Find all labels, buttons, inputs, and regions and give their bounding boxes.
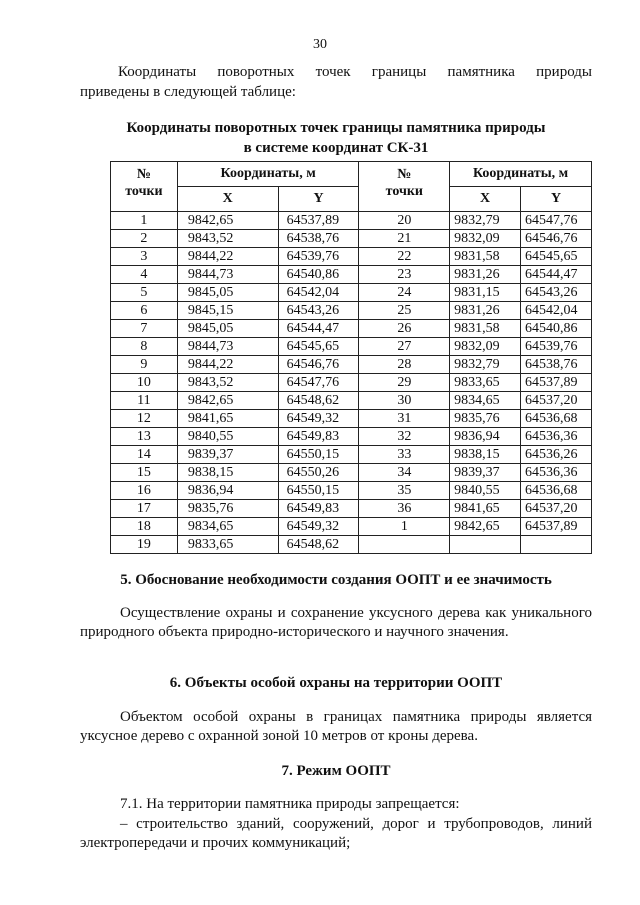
section-7-item-1: 7.1. На территории памятника природы запрещается: [120,796,460,812]
y-value-right: 64537,89 [521,518,592,536]
table-subheader-row [111,187,592,212]
header-no-symbol: № [136,167,151,182]
point-number-right: 27 [359,338,450,356]
point-number-right: 28 [359,356,450,374]
y-value-right: 64537,89 [521,374,592,392]
y-value-left: 64545,65 [278,338,359,356]
header-no-symbol-right: № [397,167,412,182]
x-value-right: 9831,26 [450,302,521,320]
point-number-left: 19 [111,536,178,554]
header-x-right: X [450,187,521,212]
point-number-left: 6 [111,302,178,320]
header-y-right: Y [521,187,592,212]
point-number-right: 32 [359,428,450,446]
y-value-right [521,536,592,554]
x-value-left: 9845,15 [177,302,278,320]
x-value-right: 9835,76 [450,410,521,428]
point-number-left: 12 [111,410,178,428]
section-7-heading: 7. Режим ООПТ [281,763,391,779]
y-value-left: 64548,62 [278,536,359,554]
x-value-left: 9844,73 [177,266,278,284]
section-5-text: Осуществление охраны и сохранение уксусного дерева как уникального природного объекта природно-исторического и научного значения. [80,605,592,640]
point-number-left: 16 [111,482,178,500]
point-number-right: 23 [359,266,450,284]
table-row [111,338,592,356]
point-number-left: 14 [111,446,178,464]
table-title [80,118,592,158]
point-number-right: 20 [359,212,450,230]
x-value-left: 9834,65 [177,518,278,536]
point-number-right: 22 [359,248,450,266]
y-value-right: 64539,76 [521,338,592,356]
x-value-left: 9845,05 [177,284,278,302]
y-value-right: 64537,20 [521,392,592,410]
x-value-left: 9835,76 [177,500,278,518]
x-value-left: 9842,65 [177,212,278,230]
point-number-left: 4 [111,266,178,284]
y-value-left: 64550,26 [278,464,359,482]
point-number-left: 15 [111,464,178,482]
x-value-right: 9833,65 [450,374,521,392]
point-number-right [359,536,450,554]
x-value-right: 9836,94 [450,428,521,446]
table-row [111,248,592,266]
y-value-right: 64536,68 [521,482,592,500]
x-value-left: 9836,94 [177,482,278,500]
x-value-right: 9832,79 [450,356,521,374]
x-value-left: 9842,65 [177,392,278,410]
y-value-right: 64536,36 [521,464,592,482]
y-value-right: 64536,68 [521,410,592,428]
intro-line-1: Координаты поворотных точек границы памятника природы [118,64,592,80]
y-value-left: 64538,76 [278,230,359,248]
y-value-right: 64545,65 [521,248,592,266]
table-row [111,482,592,500]
header-y-left: Y [278,187,359,212]
x-value-right: 9831,58 [450,248,521,266]
y-value-left: 64537,89 [278,212,359,230]
table-row [111,392,592,410]
x-value-left: 9843,52 [177,230,278,248]
point-number-left: 7 [111,320,178,338]
table-row [111,500,592,518]
y-value-right: 64544,47 [521,266,592,284]
x-value-right: 9840,55 [450,482,521,500]
section-7-item-2: – строительство зданий, сооружений, дорог и трубопроводов, линий электропередачи и прочих коммуникаций; [80,816,592,851]
x-value-right: 9841,65 [450,500,521,518]
point-number-left: 17 [111,500,178,518]
page-number: 30 [313,37,327,52]
y-value-left: 64548,62 [278,392,359,410]
point-number-right: 30 [359,392,450,410]
point-number-right: 31 [359,410,450,428]
point-number-right: 36 [359,500,450,518]
x-value-right: 9831,15 [450,284,521,302]
point-number-left: 11 [111,392,178,410]
x-value-left: 9845,05 [177,320,278,338]
header-x-left: X [177,187,278,212]
table-row [111,518,592,536]
y-value-right: 64542,04 [521,302,592,320]
y-value-left: 64546,76 [278,356,359,374]
x-value-left: 9840,55 [177,428,278,446]
table-row [111,464,592,482]
y-value-right: 64536,36 [521,428,592,446]
table-row [111,410,592,428]
y-value-right: 64536,26 [521,446,592,464]
y-value-right: 64543,26 [521,284,592,302]
x-value-right: 9834,65 [450,392,521,410]
y-value-left: 64540,86 [278,266,359,284]
x-value-left: 9833,65 [177,536,278,554]
y-value-right: 64547,76 [521,212,592,230]
x-value-right [450,536,521,554]
y-value-right: 64538,76 [521,356,592,374]
y-value-left: 64549,32 [278,518,359,536]
table-row [111,266,592,284]
y-value-left: 64549,32 [278,410,359,428]
table-row [111,356,592,374]
x-value-right: 9831,58 [450,320,521,338]
point-number-left: 3 [111,248,178,266]
y-value-left: 64543,26 [278,302,359,320]
y-value-left: 64550,15 [278,482,359,500]
x-value-left: 9844,22 [177,248,278,266]
x-value-left: 9839,37 [177,446,278,464]
x-value-right: 9831,26 [450,266,521,284]
x-value-right: 9839,37 [450,464,521,482]
table-row [111,284,592,302]
y-value-left: 64549,83 [278,428,359,446]
point-number-right: 33 [359,446,450,464]
section-6-heading: 6. Объекты особой охраны на территории ООПТ [169,675,503,691]
point-number-right: 29 [359,374,450,392]
intro-line-2: приведены в следующей таблице: [80,84,296,100]
y-value-right: 64540,86 [521,320,592,338]
table-row [111,230,592,248]
point-number-left: 8 [111,338,178,356]
table-row [111,428,592,446]
header-point-number [111,162,178,212]
table-header-row [111,162,592,187]
table-title-line-1: Координаты поворотных точек границы памятника природы [126,120,546,136]
table-title-line-2: в системе координат СК-31 [243,140,429,156]
y-value-left: 64549,83 [278,500,359,518]
point-number-left: 2 [111,230,178,248]
x-value-right: 9832,09 [450,338,521,356]
point-number-left: 1 [111,212,178,230]
x-value-left: 9844,22 [177,356,278,374]
y-value-right: 64537,20 [521,500,592,518]
header-coordinates-left: Координаты, м [177,162,359,187]
point-number-right: 1 [359,518,450,536]
x-value-left: 9843,52 [177,374,278,392]
point-number-right: 24 [359,284,450,302]
table-row [111,302,592,320]
point-number-right: 21 [359,230,450,248]
y-value-left: 64547,76 [278,374,359,392]
x-value-right: 9832,79 [450,212,521,230]
point-number-right: 35 [359,482,450,500]
x-value-left: 9838,15 [177,464,278,482]
x-value-right: 9838,15 [450,446,521,464]
table-row [111,212,592,230]
header-no-sub: точки [125,184,163,199]
point-number-left: 5 [111,284,178,302]
point-number-left: 9 [111,356,178,374]
x-value-left: 9844,73 [177,338,278,356]
point-number-right: 25 [359,302,450,320]
y-value-left: 64550,15 [278,446,359,464]
y-value-left: 64542,04 [278,284,359,302]
x-value-right: 9842,65 [450,518,521,536]
point-number-left: 13 [111,428,178,446]
y-value-left: 64539,76 [278,248,359,266]
table-row [111,374,592,392]
header-coordinates-right: Координаты, м [450,162,592,187]
table-row [111,446,592,464]
point-number-left: 18 [111,518,178,536]
y-value-right: 64546,76 [521,230,592,248]
table-row [111,536,592,554]
y-value-left: 64544,47 [278,320,359,338]
header-no-sub-right: точки [385,184,423,199]
coordinates-table [110,161,592,554]
x-value-left: 9841,65 [177,410,278,428]
section-6-text: Объектом особой охраны в границах памятника природы является уксусное дерево с охранной зоной 10 метров от кроны дерева. [80,709,592,744]
table-row [111,320,592,338]
x-value-right: 9832,09 [450,230,521,248]
point-number-right: 34 [359,464,450,482]
header-point-number-right [359,162,450,212]
point-number-left: 10 [111,374,178,392]
section-5-heading: 5. Обоснование необходимости создания ООПТ и ее значимость [120,572,552,588]
point-number-right: 26 [359,320,450,338]
table-body [111,212,592,554]
